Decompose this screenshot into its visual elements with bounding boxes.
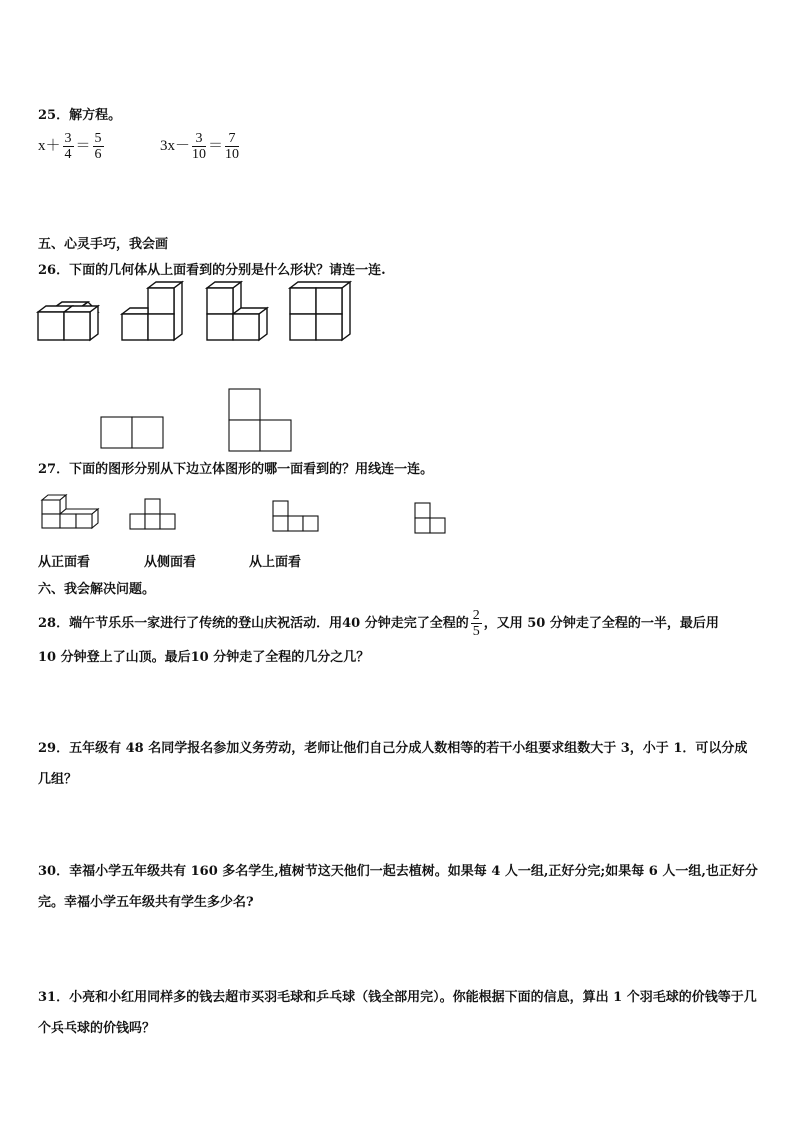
eq1-rhs-fraction — [93, 131, 104, 162]
eq2-lhs: 3x－ — [160, 137, 191, 154]
q25-title: 25．解方程。 — [38, 108, 122, 123]
eq1-rnum: 5 — [94, 131, 102, 146]
q26-view-two-squares — [100, 416, 166, 450]
eq2-rnum: 7 — [228, 131, 236, 146]
eq1-lhs: x＋ — [38, 137, 61, 154]
section-6-heading: 六、我会解决问题。 — [38, 582, 156, 597]
q28-den: 5 — [472, 624, 480, 639]
equation-1 — [38, 131, 106, 162]
q28-num: 2 — [472, 608, 480, 623]
q28-line-2: 10 分钟登上了山顶。最后10 分钟走了全程的几分之几？ — [38, 650, 370, 665]
q27-solid — [38, 492, 102, 536]
q27-label-side: 从侧面看 — [144, 555, 197, 570]
q26-title: 26．下面的几何体从上面看到的分别是什么形状？请连一连. — [38, 263, 386, 278]
q27-view-2 — [272, 500, 320, 534]
q28-part1: 28．端午节乐乐一家进行了传统的登山庆祝活动．用40 分钟走完了全程的 — [38, 616, 469, 631]
q27-label-front: 从正面看 — [38, 555, 91, 570]
section-5-heading: 五、心灵手巧，我会画 — [38, 237, 169, 252]
eq2-fraction — [192, 131, 206, 162]
eq1-den: 4 — [64, 147, 72, 162]
q26-solid-1 — [36, 296, 106, 346]
q26-solid-4 — [288, 282, 358, 346]
eq2-rhs-fraction — [225, 131, 239, 162]
eq2-den: 10 — [192, 147, 207, 162]
q29-text: 29．五年级有 48 名同学报名参加义务劳动，老师让他们自己分成人数相等的若干小组要求组数大于 3，小于 1．可以分成几组？ — [38, 741, 748, 787]
q26-solid-2 — [120, 282, 190, 346]
eq2-equals: ＝ — [208, 137, 224, 154]
equation-2 — [160, 131, 241, 162]
eq1-fraction — [63, 131, 74, 162]
q28-line-1 — [38, 608, 719, 639]
q28-part2: ，又用 50 分钟走了全程的一半，最后用 — [483, 616, 719, 631]
eq1-equals: ＝ — [75, 137, 91, 154]
q28-fraction — [471, 608, 482, 639]
q27-title: 27．下面的图形分别从下边立体图形的哪一面看到的？用线连一连。 — [38, 462, 434, 477]
q27-view-3 — [414, 502, 448, 536]
q27-label-top: 从上面看 — [249, 555, 302, 570]
eq1-rden: 6 — [94, 147, 102, 162]
q26-solid-3 — [205, 282, 275, 346]
eq2-num: 3 — [195, 131, 203, 146]
q27-view-1 — [129, 498, 177, 534]
q26-view-l-shape — [228, 388, 294, 452]
q31-text: 31．小亮和小红用同样多的钱去超市买羽毛球和乒乓球（钱全部用完）。你能根据下面的信息，算出 1 个羽毛球的价钱等于几个兵乓球的价钱吗？ — [38, 990, 757, 1036]
eq2-rden: 10 — [225, 147, 240, 162]
eq1-num: 3 — [64, 131, 72, 146]
q30-text: 30．幸福小学五年级共有 160 多名学生,植树节这天他们一起去植树。如果每 4 人一组,正好分完;如果每 6 人一组,也正好分完。幸福小学五年级共有学生多少名? — [38, 864, 758, 910]
